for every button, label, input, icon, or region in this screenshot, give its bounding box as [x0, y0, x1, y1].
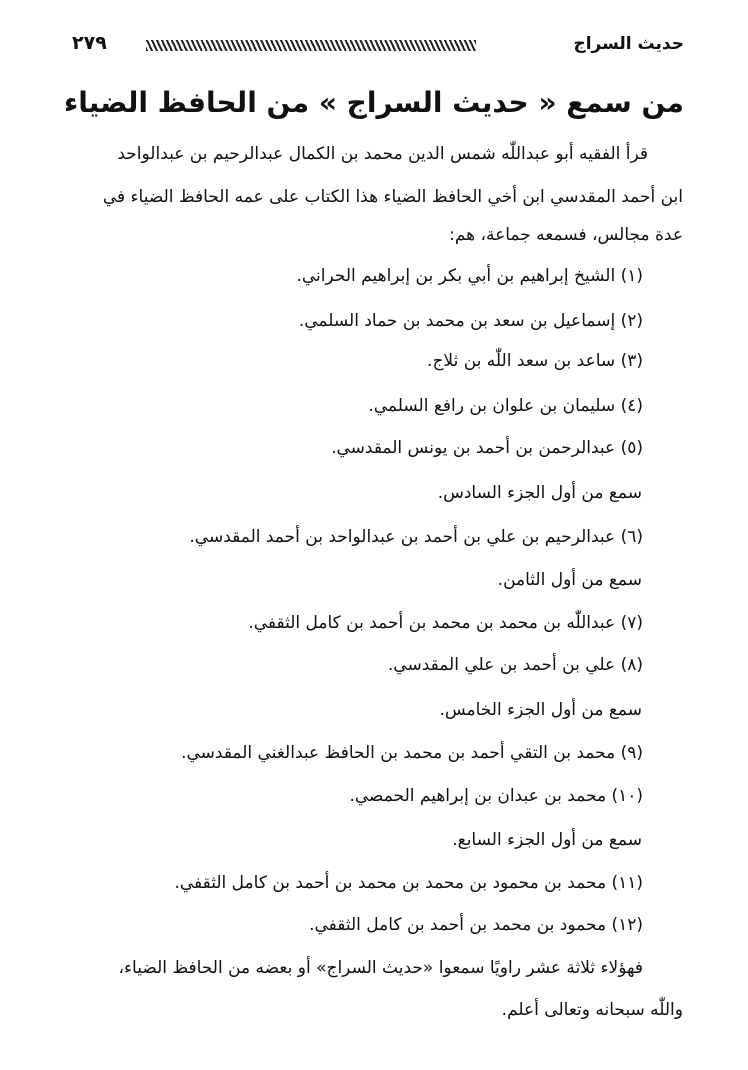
- list-item: (٢) إسماعيل بن سعد بن محمد بن حماد السلمي.: [298, 311, 643, 331]
- section-note: سمع من أول الجزء السابع.: [452, 830, 642, 850]
- closing-line-2: واللّٰه سبحانه وتعالى أعلم.: [501, 1000, 683, 1020]
- section-note: سمع من أول الجزء السادس.: [437, 483, 642, 503]
- section-note: سمع من أول الجزء الخامس.: [439, 700, 642, 720]
- running-title: حديث السراج: [573, 34, 684, 54]
- list-item: (٥) عبدالرحمن بن أحمد بن يونس المقدسي.: [331, 438, 643, 458]
- intro-line-2: ابن أحمد المقدسي ابن أخي الحافظ الضياء هذا الكتاب على عمه الحافظ الضياء في: [102, 187, 683, 207]
- list-item: (٩) محمد بن التقي أحمد بن محمد بن الحافظ عبدالغني المقدسي.: [181, 743, 643, 763]
- header-rule: [146, 40, 476, 51]
- intro-line-1: قرأ الفقيه أبو عبداللّٰه شمس الدين محمد بن الكمال عبدالرحيم بن عبدالواحد: [117, 144, 648, 164]
- section-note: سمع من أول الثامن.: [497, 570, 642, 590]
- intro-line-3: عدة مجالس، فسمعه جماعة، هم:: [449, 225, 683, 245]
- list-item: (٨) علي بن أحمد بن علي المقدسي.: [387, 655, 643, 675]
- list-item: (٧) عبداللّٰه بن محمد بن محمد بن أحمد بن كامل الثقفي.: [248, 613, 643, 633]
- list-item: (٦) عبدالرحيم بن علي بن أحمد بن عبدالواحد بن أحمد المقدسي.: [189, 527, 643, 547]
- list-item: (٤) سليمان بن علوان بن رافع السلمي.: [368, 396, 643, 416]
- list-item: (١٢) محمود بن محمد بن أحمد بن كامل الثقفي.: [309, 915, 643, 935]
- list-item: (١١) محمد بن محمود بن محمد بن محمد بن أحمد بن كامل الثقفي.: [174, 873, 643, 893]
- list-item: (١) الشيخ إبراهيم بن أبي بكر بن إبراهيم الحراني.: [296, 266, 643, 286]
- page-number: ٢٧٩: [72, 32, 107, 54]
- list-item: (١٠) محمد بن عبدان بن إبراهيم الحمصي.: [349, 786, 643, 806]
- section-title: من سمع « حديث السراج » من الحافظ الضياء: [63, 86, 685, 119]
- list-item: (٣) ساعد بن سعد اللّٰه بن ثلاج.: [427, 351, 643, 371]
- closing-line-1: فهؤلاء ثلاثة عشر راويًا سمعوا «حديث السراج» أو بعضه من الحافظ الضياء،: [118, 958, 643, 978]
